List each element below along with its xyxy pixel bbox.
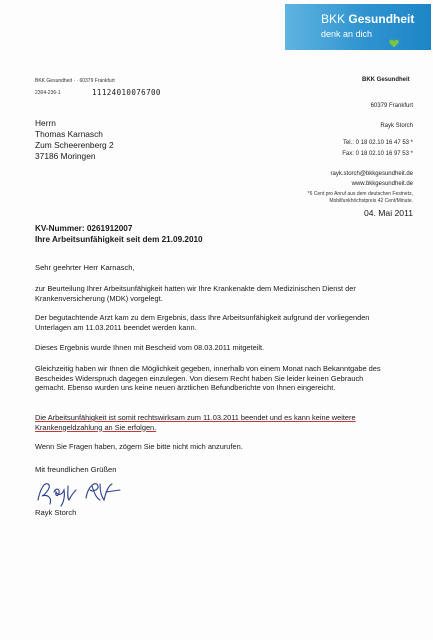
subject-block	[35, 224, 203, 245]
barcode-number: 11124010076700	[92, 88, 161, 97]
contact-email: rayk.storch@bkkgesundheit.de	[330, 171, 413, 177]
paragraph-6: Wenn Sie Fragen haben, zögern Sie bitte nicht mich anzurufen.	[35, 442, 243, 451]
bkk-logo	[285, 4, 431, 50]
recipient-name: Thomas Karnasch	[35, 129, 103, 139]
logo-brand-prefix: BKK	[321, 12, 346, 26]
paragraph-4: Gleichzeitig haben wir Ihnen die Möglichkeit gegeben, innerhalb von einem Monat nach Bekanntgabe des Bescheides Widerspruch dagegen einzulegen. Von diesem Recht haben Sie leider keinen Gebrauch gemacht. Ebenso wurden uns keine neuen ärztlichen Befundberichte von Ihnen eingereicht.	[35, 364, 381, 393]
sender-line: BKK Gesundheit · · 60379 Frankfurt	[35, 78, 115, 84]
contact-tel: Tel.: 0 18 02.10 16 47 53 *	[342, 140, 413, 146]
handwritten-signature	[34, 476, 134, 508]
paragraph-2: Der begutachtende Arzt kam zu dem Ergebnis, dass Ihre Arbeitsunfähigkeit aufgrund der vorliegenden Unterlagen am 11.03.2011 beendet werden kann.	[35, 313, 370, 332]
paragraph-5-text: Die Arbeitsunfähigkeit ist somit rechtswirksam zum 11.03.2011 beendet und es kann keine weitere Krankengeldzahlung an Sie erfolgen.	[35, 413, 356, 432]
heart-icon	[389, 39, 399, 48]
reference-code: 2304-236-1	[35, 90, 61, 96]
contact-fax: Fax: 0 18 02.10 16 97 53 *	[342, 151, 413, 157]
sender-right: BKK Gesundheit	[362, 77, 410, 83]
contact-city: 60379 Frankfurt	[370, 103, 413, 109]
letter-date: 04. Mai 2011	[363, 208, 413, 218]
recipient-street: Zum Scheerenberg 2	[35, 140, 114, 150]
signature-name: Rayk Storch	[35, 508, 77, 517]
logo-tagline: denk an dich	[321, 29, 373, 39]
logo-title	[321, 12, 414, 26]
salutation: Sehr geehrter Herr Karnasch,	[35, 263, 135, 272]
closing: Mit freundlichen Grüßen	[35, 465, 117, 474]
paragraph-1: zur Beurteilung Ihrer Arbeitsunfähigkeit hatten wir Ihre Krankenakte dem Medizinischen Dienst der Krankenversicherung (MDK) vorgelegt.	[35, 284, 356, 303]
subject-kv-number: KV-Nummer: 0261912007	[35, 224, 133, 233]
paragraph-3: Dieses Ergebnis wurde Ihnen mit Bescheid vom 08.03.2011 mitgeteilt.	[35, 343, 265, 352]
subject-title: Ihre Arbeitsunfähigkeit seit dem 21.09.2010	[35, 234, 203, 244]
logo-brand-name: Gesundheit	[348, 12, 415, 26]
contact-name: Rayk Storch	[380, 123, 413, 129]
contact-web: www.bkkgesundheit.de	[351, 181, 413, 187]
recipient-city: 37186 Moringen	[35, 151, 96, 161]
contact-note-2: Mobilfunkhöchstpreis 42 Cent/Minute.	[329, 198, 413, 204]
recipient-salutation: Herrn	[35, 118, 56, 128]
recipient-address	[35, 118, 114, 162]
contact-note-1: *6 Cent pro Anruf aus dem deutschen Festnetz,	[307, 191, 413, 197]
paragraph-5	[35, 413, 395, 432]
